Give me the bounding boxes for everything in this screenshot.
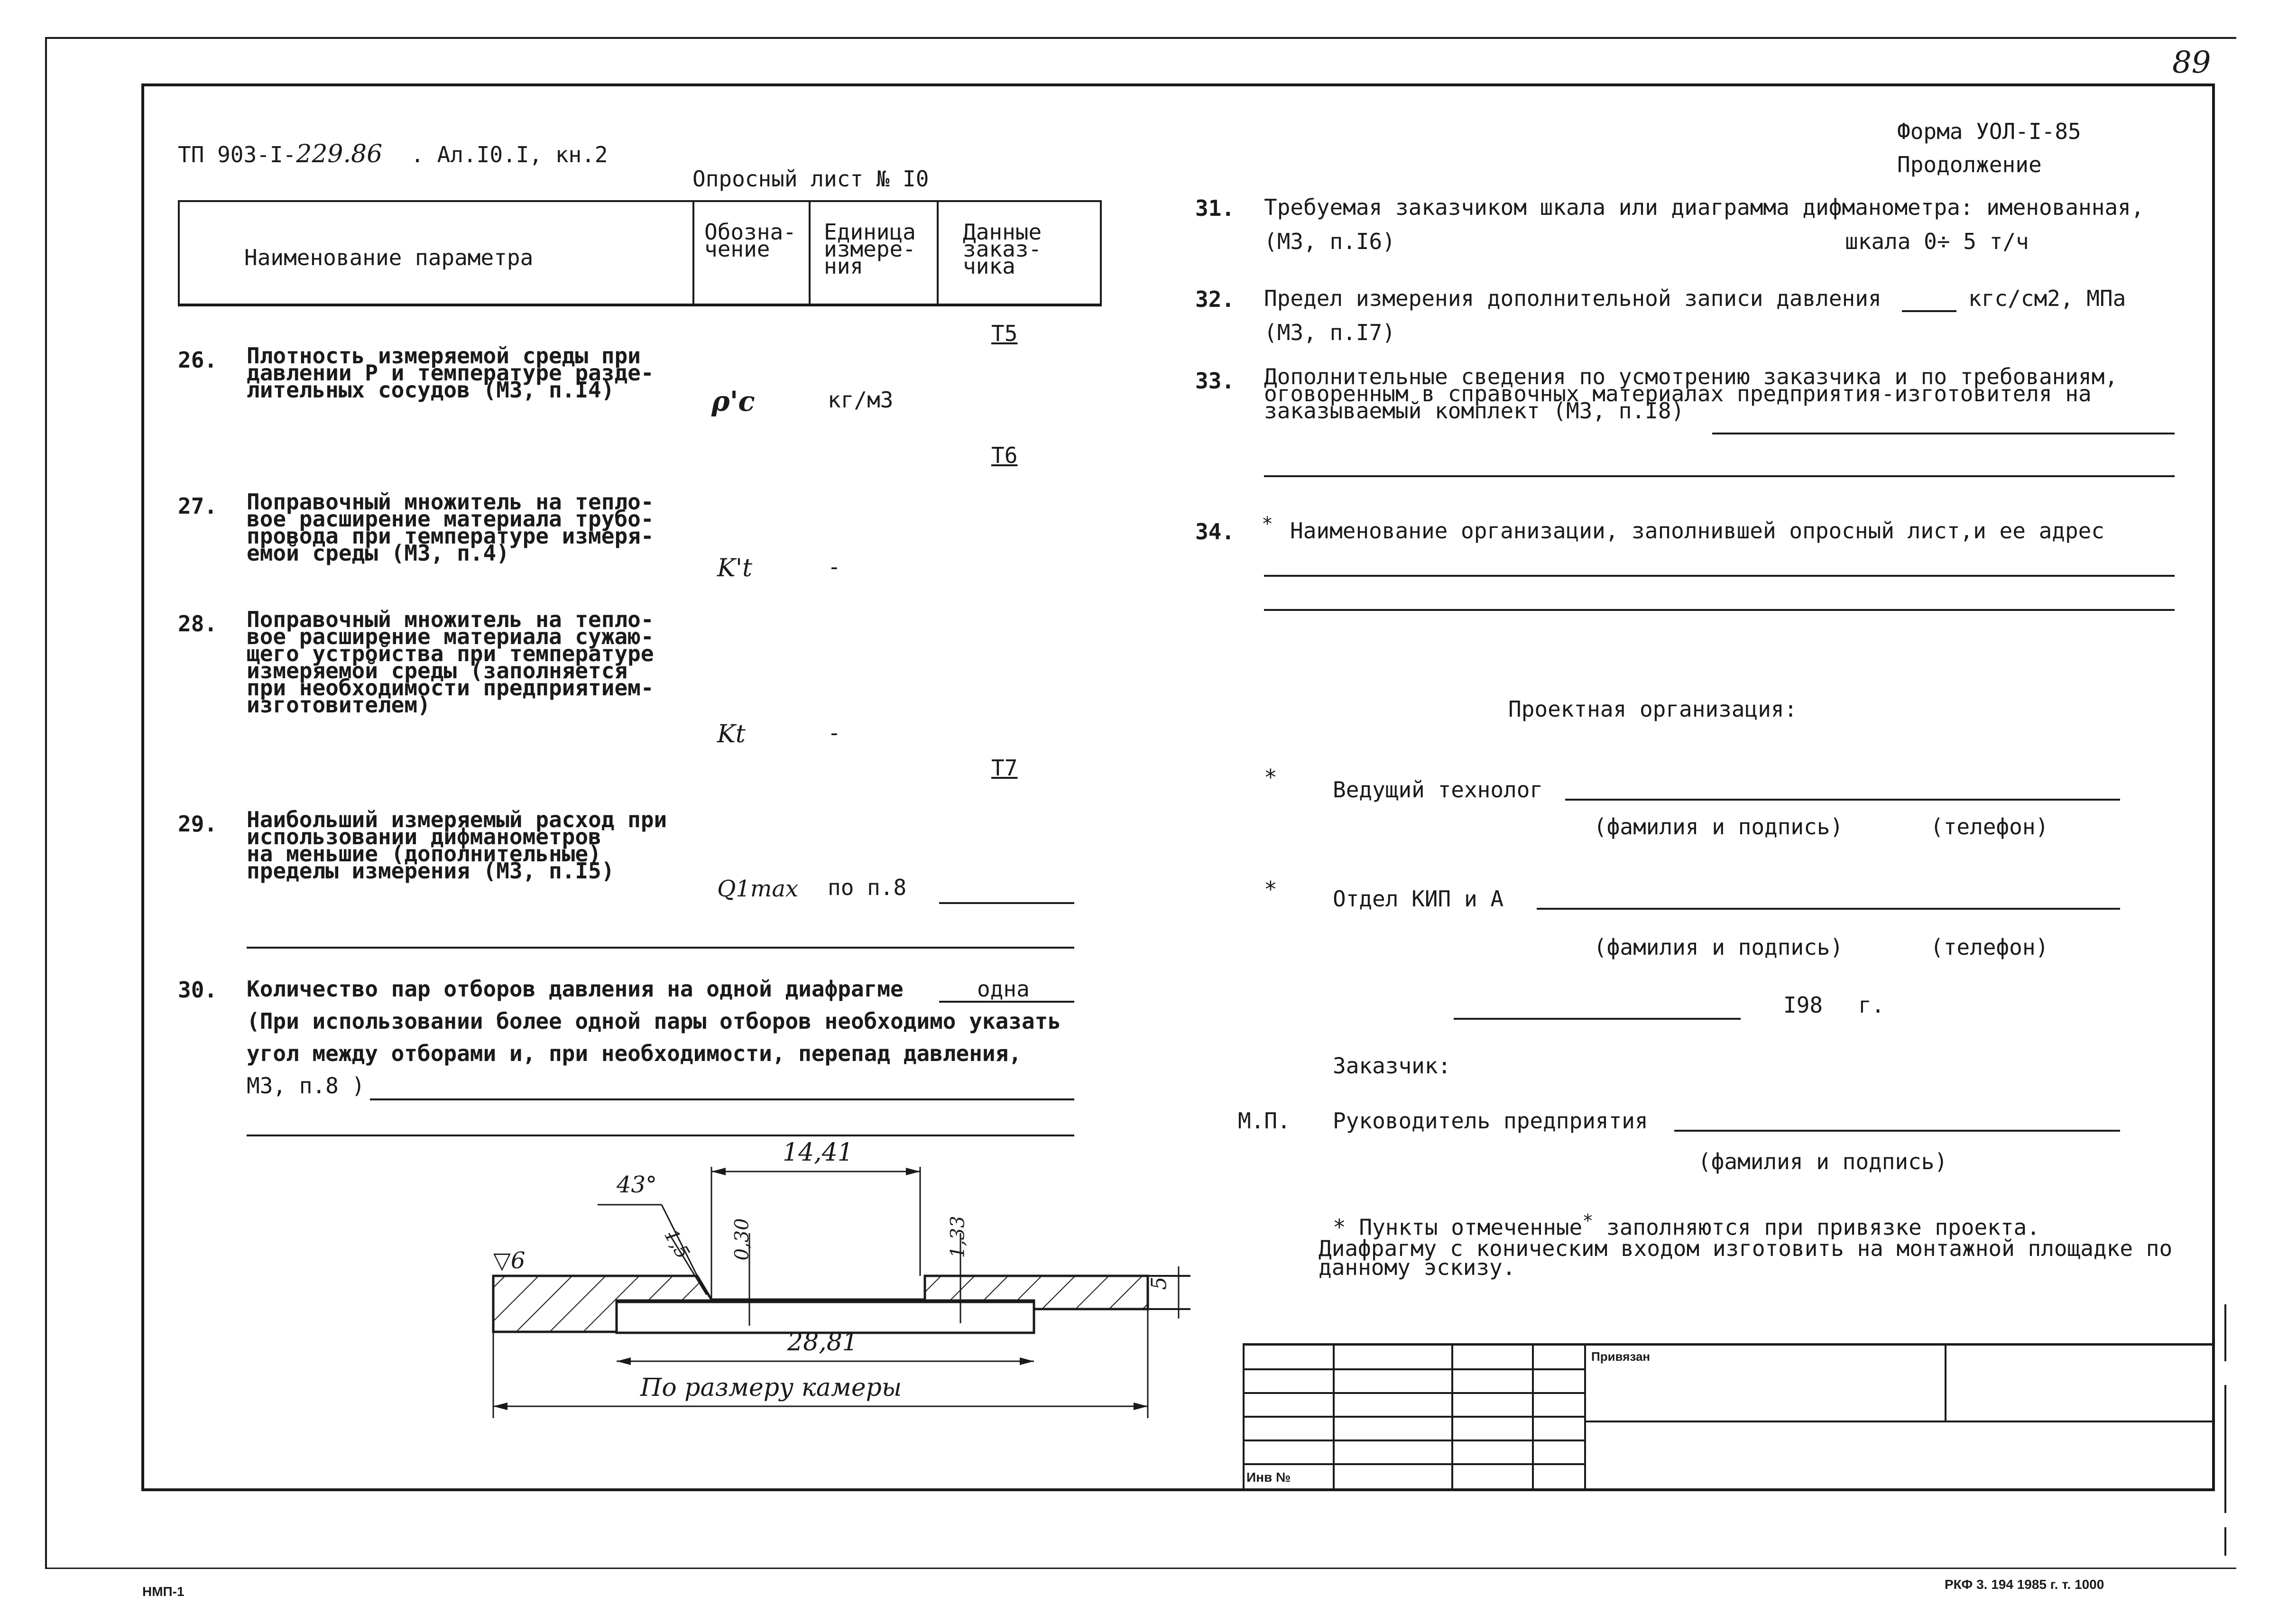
header-unit: Единица измере- ния — [824, 219, 916, 279]
item-28-unit: - — [828, 720, 841, 746]
sheet-title: Опросный лист № I0 — [692, 166, 929, 192]
doc-ref-prefix: ТП 903-I- — [178, 142, 296, 167]
item-32-number: 32. — [1195, 286, 1235, 312]
tb-col-6 — [1945, 1346, 1946, 1421]
item-32-answer-line — [1902, 310, 1956, 312]
marker-t5: T5 — [991, 321, 1018, 346]
item-28-text: Поправочный множитель на тепло- вое расширение материала сужаю- щего устройства при температуре измеряемой среды (заполняется при необходимости предприятием- изготовителем) — [247, 607, 654, 718]
item-26-symbol: ρ'c — [711, 385, 755, 417]
kip-dept-signature-line[interactable] — [1537, 908, 2120, 910]
col-divider-4 — [937, 202, 939, 306]
item-30-answer-line — [939, 1001, 1074, 1003]
plate-hatched-section — [493, 1276, 1148, 1332]
form-continued: Продолжение — [1897, 152, 2042, 177]
tb-row-1 — [1243, 1368, 1584, 1370]
col-divider-2 — [692, 202, 694, 306]
sketch-angle-label: 43° — [617, 1172, 657, 1198]
footer-right-code: РКФ 3. 194 1985 г. т. 1000 — [1945, 1577, 2104, 1592]
sketch-bevel-label: 1,5 — [659, 1225, 694, 1263]
item-30-line2: (При использовании более одной пары отборов необходимо указать — [247, 1008, 1061, 1034]
marker-t6: T6 — [991, 443, 1018, 468]
tb-col-4 — [1532, 1346, 1534, 1491]
tb-row-right — [1584, 1421, 2215, 1422]
customer-stamp: М.П. — [1238, 1108, 1291, 1134]
lead-tech-star: * — [1264, 765, 1277, 790]
tb-inv-label: Инв № — [1246, 1470, 1291, 1485]
sketch-d133-label: 1,33 — [947, 1216, 969, 1258]
col-divider-1 — [178, 202, 180, 306]
footnote-inline-star: * — [1582, 1210, 1594, 1232]
kip-dept-phone-hint: (телефон) — [1930, 934, 2049, 960]
header-param-name: Наименование параметра — [244, 245, 534, 270]
sketch-inner-length: 28,81 — [787, 1328, 858, 1356]
sketch-roughness-label: ▽6 — [493, 1247, 526, 1274]
item-34-answer-line-2 — [1264, 609, 2175, 611]
right-edge-mark-3 — [2224, 1527, 2226, 1556]
item-33-extra-line — [1264, 475, 2175, 477]
item-33-answer-line — [1712, 433, 2175, 434]
doc-reference — [178, 142, 608, 166]
outer-bottom-border — [45, 1568, 2236, 1569]
item-31-number: 31. — [1195, 195, 1235, 221]
tb-col-1 — [1243, 1346, 1245, 1491]
lead-tech-phone-hint: (телефон) — [1930, 814, 2049, 840]
item-29-answer-line — [939, 902, 1074, 904]
customer-signature-line[interactable] — [1674, 1130, 2120, 1132]
item-27-number: 27. — [178, 493, 218, 519]
kip-dept-sign-hint: (фамилия и подпись) — [1594, 934, 1844, 960]
tb-row-3 — [1243, 1416, 1584, 1418]
project-org-title: Проектная организация: — [1508, 696, 1798, 722]
item-31-text: Требуемая заказчиком шкала или диаграмма дифманометра: именованная, — [1264, 194, 2144, 220]
footnote-star: * — [1333, 1214, 1346, 1240]
param-table-header — [178, 200, 1102, 306]
tb-col-3 — [1451, 1346, 1453, 1491]
footnote-text-a: Пункты отмеченные — [1359, 1214, 1583, 1240]
date-line[interactable] — [1454, 1018, 1741, 1020]
item-33-number: 33. — [1195, 368, 1235, 394]
item-28-symbol: Kt — [717, 720, 746, 748]
item-29-extra-line — [247, 947, 1074, 949]
item-29-number: 29. — [178, 811, 218, 837]
tb-col-5 — [1584, 1346, 1586, 1491]
item-30-extra-line — [247, 1135, 1074, 1136]
item-29-unit: по п.8 — [828, 875, 907, 900]
marker-t7: T7 — [991, 755, 1018, 781]
sketch-top-length: 14,41 — [783, 1138, 853, 1167]
doc-ref-hand-number: 229.86 — [296, 140, 383, 168]
header-customer-data: Данные заказ- чика — [963, 219, 1042, 279]
item-27-symbol: K't — [717, 554, 753, 582]
item-26-text: Плотность измеряемой среды при давлении Р и температуре разде- лительных сосудов (М3, п.I4) — [247, 343, 654, 403]
item-27-text: Поправочный множитель на тепло- вое расширение материала трубо- провода при температуре измеря- емой среды (М3, п.4) — [247, 489, 654, 566]
kip-dept-label: Отдел КИП и А — [1333, 886, 1504, 912]
page-number: 89 — [2172, 45, 2211, 80]
header-designation: Обозна- чение — [704, 219, 796, 262]
item-30-answer: одна — [977, 976, 1030, 1002]
tb-row-4 — [1243, 1439, 1584, 1441]
year-prefix: I98 — [1783, 992, 1823, 1018]
title-block — [1243, 1343, 2215, 1491]
item-30-answer-line-2 — [370, 1098, 1074, 1100]
form-label: Форма УОЛ-I-85 — [1897, 119, 2081, 144]
tb-attached-label: Привязан — [1591, 1349, 1651, 1364]
item-31-answer: шкала 0÷ 5 т/ч — [1845, 229, 2029, 254]
item-29-symbol: Q1max — [717, 876, 799, 902]
item-34-star: * — [1262, 513, 1273, 535]
customer-head-label: Руководитель предприятия — [1333, 1108, 1648, 1134]
item-27-unit: - — [828, 554, 841, 580]
item-30-number: 30. — [178, 977, 218, 1003]
item-28-number: 28. — [178, 611, 218, 637]
tb-col-2 — [1333, 1346, 1335, 1491]
item-31-text2: (М3, п.I6) — [1264, 229, 1395, 254]
lead-tech-sign-hint: (фамилия и подпись) — [1594, 814, 1844, 840]
item-29-text: Наибольший измеряемый расход при использовании дифманометров на меньшие (дополнительные) пределы измерения (М3, п.I5) — [247, 807, 667, 884]
footnote-text-b: заполняются при привязке проекта. — [1606, 1214, 2040, 1240]
item-26-unit: кг/м3 — [828, 387, 894, 413]
item-32-text2: (М3, п.I7) — [1264, 320, 1395, 345]
item-34-answer-line-1 — [1264, 575, 2175, 577]
item-32-units: кгс/см2, МПа — [1968, 286, 2126, 311]
right-edge-mark-1 — [2224, 1304, 2226, 1361]
item-26-number: 26. — [178, 347, 218, 373]
sketch-thickness-label: 5 — [1147, 1276, 1171, 1290]
col-divider-3 — [809, 202, 811, 306]
tb-row-2 — [1243, 1392, 1584, 1394]
item-30-line3: угол между отборами и, при необходимости, перепад давления, — [247, 1041, 1022, 1066]
item-30-line1: Количество пар отборов давления на одной диафрагме — [247, 976, 904, 1002]
item-32-text: Предел измерения дополнительной записи давления — [1264, 286, 1882, 311]
item-34-number: 34. — [1195, 519, 1235, 544]
sketch-d030-label: 0,30 — [731, 1218, 753, 1261]
col-divider-5 — [1100, 202, 1102, 306]
tb-row-5 — [1243, 1463, 1584, 1465]
kip-dept-star: * — [1264, 877, 1277, 902]
lead-tech-signature-line[interactable] — [1565, 799, 2120, 801]
item-34-text: Наименование организации, заполнившей опросный лист,и ее адрес — [1290, 518, 2105, 544]
footnote — [1333, 1209, 2040, 1239]
lead-tech-label: Ведущий технолог — [1333, 777, 1543, 803]
doc-ref-suffix: . Ал.I0.I, кн.2 — [411, 142, 608, 167]
outer-left-border — [45, 37, 47, 1569]
top-border-line — [45, 37, 2236, 39]
footer-left-code: НМП-1 — [142, 1584, 184, 1599]
customer-title: Заказчик: — [1333, 1053, 1451, 1079]
year-suffix: г. — [1858, 992, 1885, 1018]
sketch-note: Диафрагму с коническим входом изготовить на монтажной площадке по данному эскизу. — [1319, 1236, 2173, 1280]
right-edge-mark-2 — [2224, 1385, 2226, 1513]
sketch-chamber-label: По размеру камеры — [640, 1374, 902, 1402]
item-30-line4: М3, п.8 ) — [247, 1073, 365, 1098]
item-33-text: Дополнительные сведения по усмотрению заказчика и по требованиям, оговоренным в справочных материалах предприятия-изготовителя на заказываемый комплект (М3, п.I8) — [1264, 364, 2118, 424]
customer-sign-hint: (фамилия и подпись) — [1698, 1149, 1948, 1174]
